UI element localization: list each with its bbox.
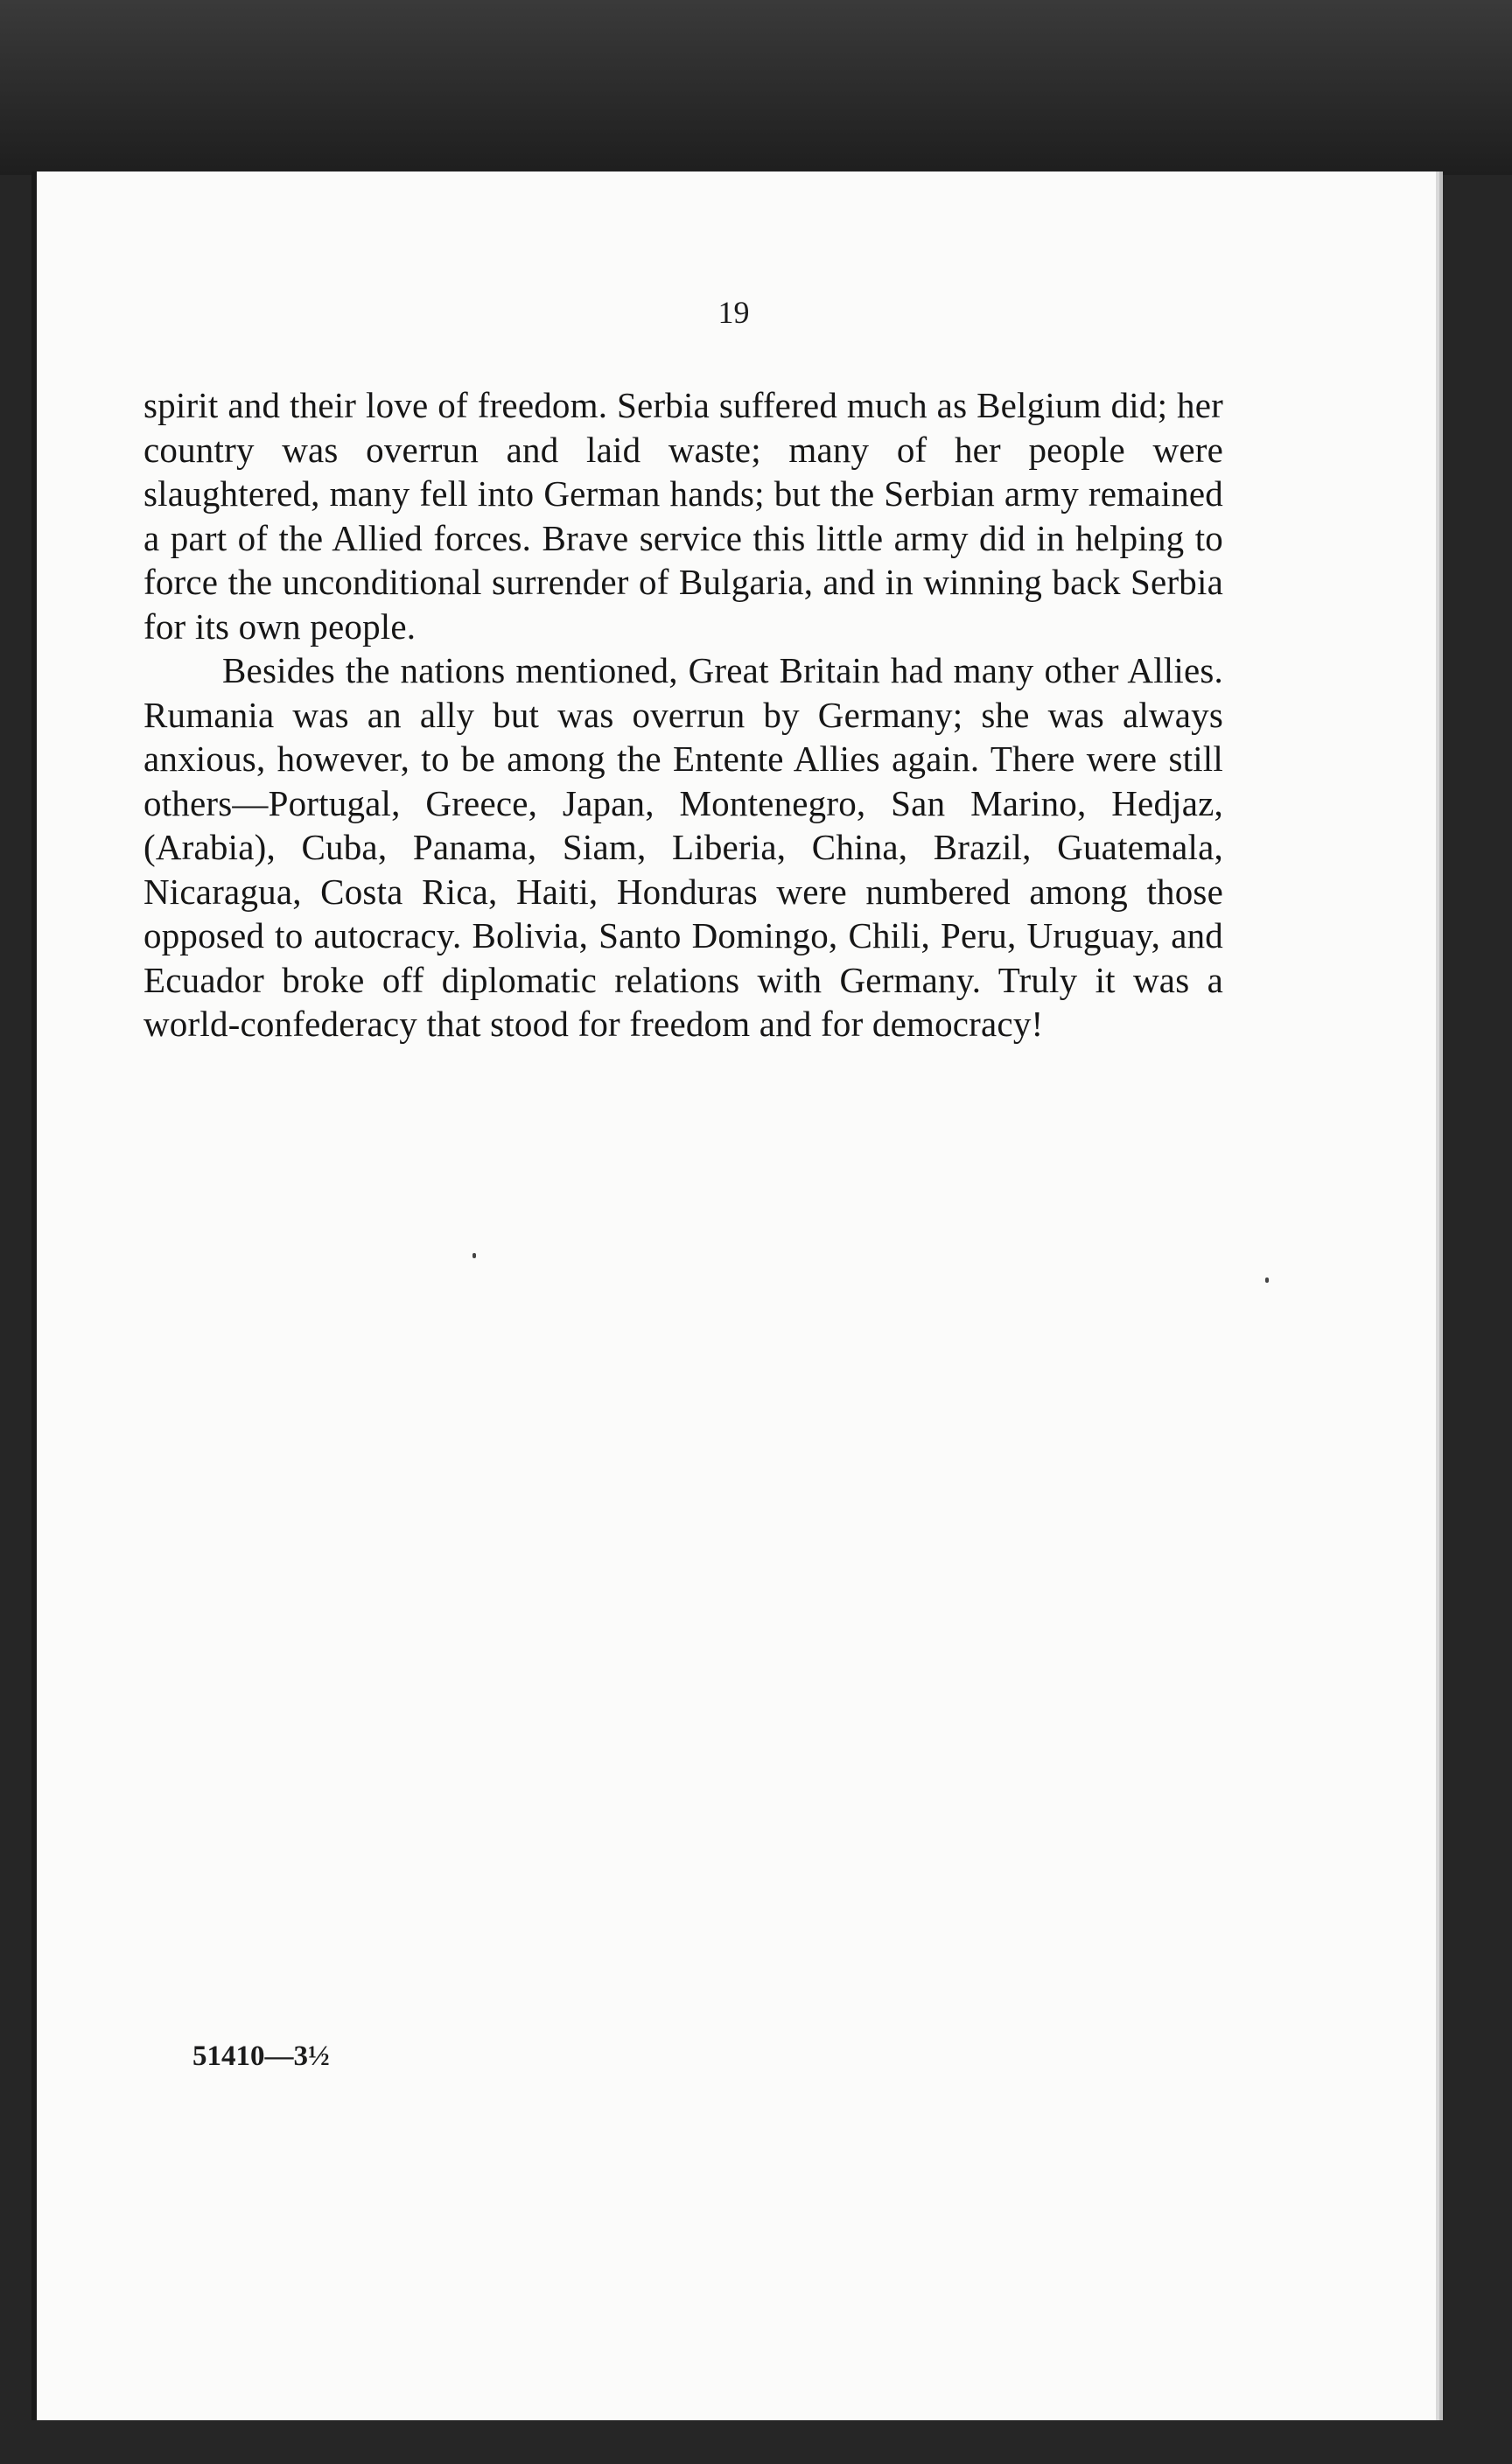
book-page [32, 172, 1436, 2420]
paragraph-2: Besides the nations mentioned, Great Britain had many other Allies. Rumania was an ally but was overrun by Germany; she was always anxious, however, to be among the Entente Allies again. There were still others—Portugal, Greece, Japan, Montenegro, San Marino, Hedjaz, (Arabia), Cuba, Panama, Siam, Liberia, China, Brazil, Guatemala, Nicaragua, Costa Rica, Haiti, Honduras were numbered among those opposed to autocracy. Bolivia, Santo Domingo, Chili, Peru, Uruguay, and Ecuador broke off diplomatic relations with Germany. Truly it was a world-confederacy that stood for freedom and for democracy! [144, 650, 1223, 1044]
print-speck [1265, 1278, 1269, 1283]
page-number: 19 [718, 295, 750, 330]
page-spine-edge [32, 172, 37, 2420]
print-speck [472, 1253, 476, 1258]
scan-top-shadow [0, 0, 1512, 175]
body-text [144, 383, 1223, 1046]
printer-signature-code: 51410—3½ [192, 2040, 330, 2072]
paragraph-1: spirit and their love of freedom. Serbia suffered much as Belgium did; her country was overrun and laid waste; many of her people were slaughtered, many fell into German hands; but the Serbian army remained a part of the Allied forces. Brave service this little army did in helping to force the unconditional surrender of Bulgaria, and in winning back Serbia for its own people. [144, 385, 1223, 647]
